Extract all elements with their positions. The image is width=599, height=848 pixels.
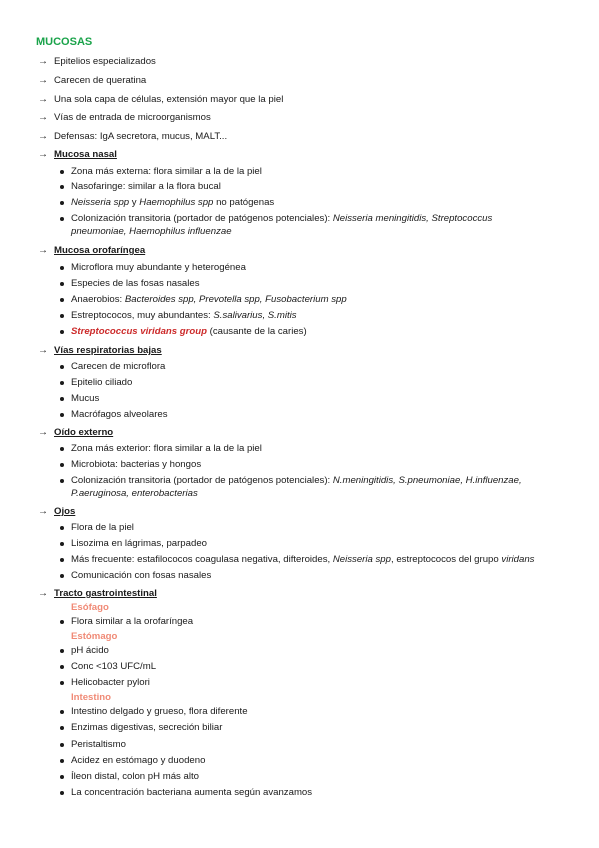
bullet-icon [60,710,64,714]
subheading-estomago: Estómago [71,631,118,642]
arrow-icon: → [38,94,48,105]
bullet-icon [60,726,64,730]
bullet-icon [60,282,64,286]
arrow-icon: → [38,131,48,142]
intro-item: → Epitelios especializados [38,56,156,67]
bullet-icon [60,526,64,530]
arrow-icon: → [38,506,48,517]
section-heading-nasal: → Mucosa nasal [38,149,117,160]
arrow-icon: → [38,149,48,160]
bullet-icon [60,681,64,685]
bullet-icon [60,620,64,624]
bullet-icon [60,397,64,401]
document-page: MUCOSAS → Epitelios especializados → Carecen de queratina → Una sola capa de células, extensión mayor que la piel → Vías de entrada de microorganismos → Defensas: IgA secretora, mucus, MALT... → Mucosa nasal Zona más externa: flora similar a la de la piel Nasofaringe: similar a la flora bucal Neisseria spp y Haemophilus spp no patógenas Colonización transitoria (portador de patógenos potenciales): Neisseria meningitidis, Streptococcus pneumoniae, Haemophilus influenzae → Mucosa orofaríngea Microflora muy abundante y heterogénea Especies de las fosas nasales Anaerobios: Bacteroides spp, Prevotella spp, Fusobacterium spp Estreptococos, muy abundantes: S.salivarius, S.mitis Streptococcus viridans group (causante de la caries) → Vías respiratorias bajas Carecen de microflora Epitelio ciliado Mucus Macrófagos alveolares → Oído externo Zona más exterior: flora similar a la de la piel Microbiota: bacterias y hongos Colonización transitoria (portador de patógenos potenciales): N.meningitidis, S.pneumoniae, H.influenzae, P.aeruginosa, enterobacterias → Ojos Flora de la piel Lisozima en lágrimas, parpadeo Más frecuente: estafilococos coagulasa negativa, difteroides, Neisseria spp, estreptococos del grupo viridans Comunicación con fosas nasales → Tracto gastrointestinal Esófago Flora similar a la orofaríngea Estómago pH ácido Conc <103 UFC/mL Helicobacter pylori Intestino Intestino delgado y grueso, flora diferente Enzimas digestivas, secreción biliar Peristaltismo Acidez en estómago y duodeno Íleon distal, colon pH más alto La concentración bacteriana aumenta según avanzamos [36,36,535,798]
bullet-icon [60,314,64,318]
arrow-icon: → [38,75,48,86]
bullet-icon [60,381,64,385]
list-item-continuation: P.aeruginosa, enterobacterias [71,488,198,499]
bullet-icon [60,479,64,483]
subheading-esofago: Esófago [71,602,109,613]
bullet-icon [60,447,64,451]
page-title: MUCOSAS [36,36,93,48]
section-heading-ojos: → Ojos [38,506,76,517]
section-heading-oido: → Oído externo [38,427,114,438]
bullet-icon [60,558,64,562]
bullet-icon [60,330,64,334]
arrow-icon: → [38,56,48,67]
bullet-icon [60,266,64,270]
arrow-icon: → [38,112,48,123]
bullet-icon [60,185,64,189]
bullet-icon [60,743,64,747]
arrow-icon: → [38,345,48,356]
bullet-icon [60,649,64,653]
intro-item: → Una sola capa de células, extensión mayor que la piel [38,94,284,105]
list-item-continuation: pneumoniae, Haemophilus influenzae [71,226,232,237]
bullet-icon [60,365,64,369]
bullet-icon [60,298,64,302]
arrow-icon: → [38,588,48,599]
intro-item: → Defensas: IgA secretora, mucus, MALT... [38,131,228,142]
section-heading-tracto: → Tracto gastrointestinal [38,588,157,599]
bullet-icon [60,201,64,205]
bullet-icon [60,542,64,546]
bullet-icon [60,170,64,174]
bullet-icon [60,775,64,779]
bullet-icon [60,665,64,669]
bullet-icon [60,217,64,221]
bullet-icon [60,791,64,795]
bullet-icon [60,574,64,578]
intro-item: → Carecen de queratina [38,75,147,86]
intro-item: → Vías de entrada de microorganismos [38,112,211,123]
bullet-icon [60,413,64,417]
bullet-icon [60,463,64,467]
arrow-icon: → [38,427,48,438]
bullet-icon [60,759,64,763]
subheading-intestino: Intestino [71,692,111,703]
section-heading-vias: → Vías respiratorias bajas [38,345,162,356]
section-heading-oro: → Mucosa orofaríngea [38,245,146,256]
arrow-icon: → [38,245,48,256]
